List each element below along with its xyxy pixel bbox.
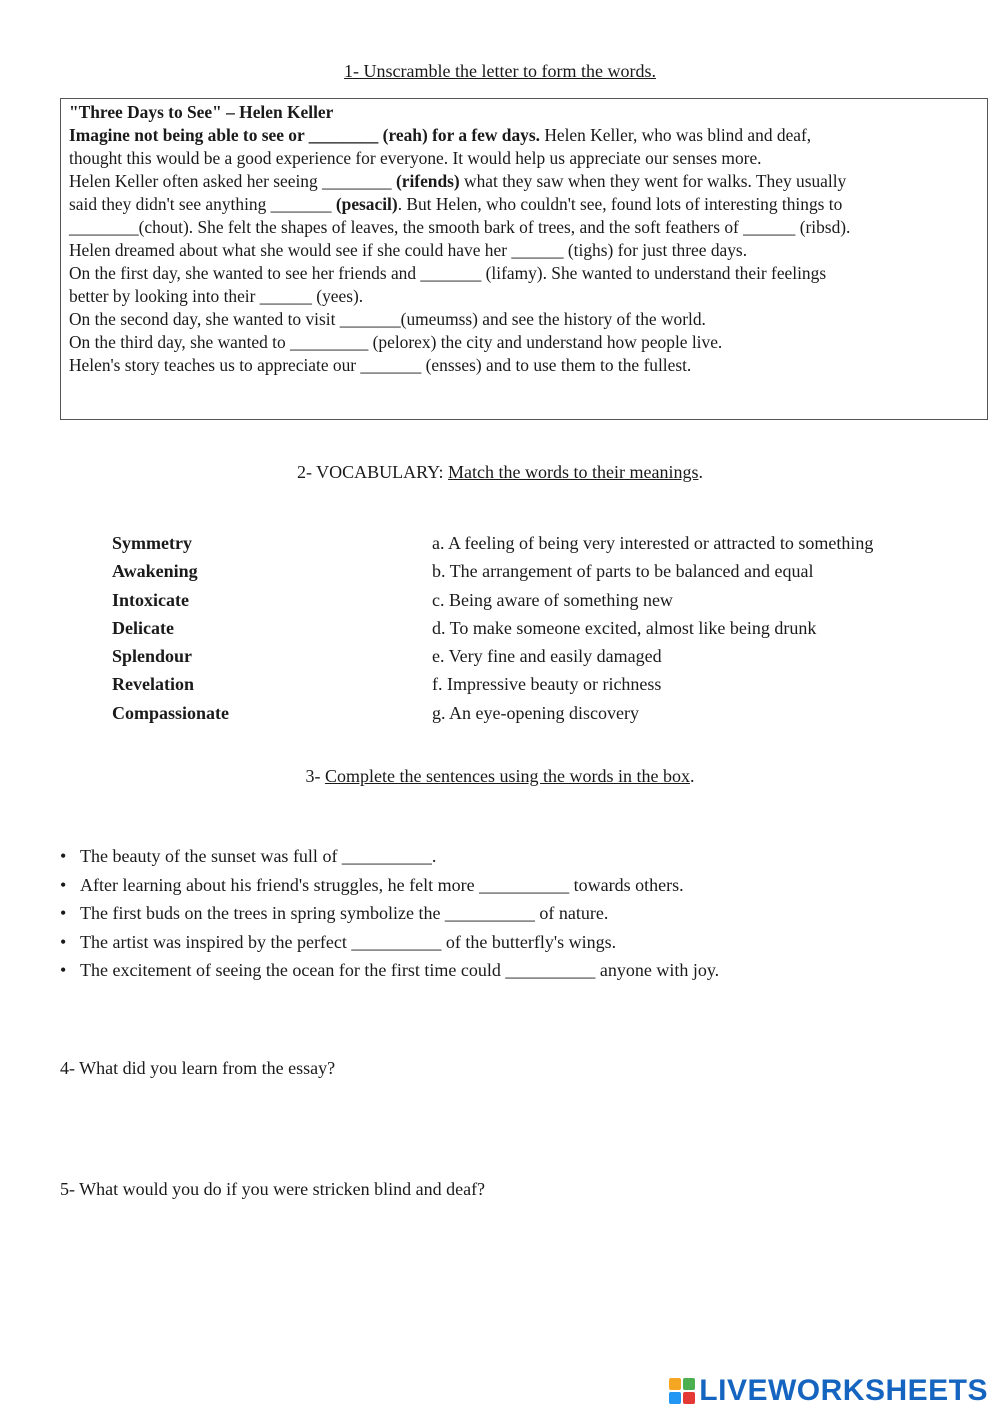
passage-text: . But Helen, who couldn't see, found lots of interesting things to	[397, 194, 843, 214]
passage-text: Helen Keller often asked her seeing ________	[69, 171, 396, 191]
passage-text: thought this would be a good experience for everyone. It would help us appreciate our senses more.	[69, 148, 762, 168]
section3-heading	[0, 766, 1000, 787]
sentence-item: • After learning about his friend's struggles, he felt more __________ towards others.	[60, 871, 980, 900]
passage-text: Helen's story teaches us to appreciate our _______ (ensses) and to use them to the fullest.	[69, 355, 692, 375]
section2-heading	[0, 462, 1000, 483]
passage-line	[69, 170, 979, 193]
vocab-word: Delicate	[112, 617, 174, 638]
passage-line	[69, 331, 979, 354]
passage-text: better by looking into their ______ (yees).	[69, 286, 364, 306]
passage-text: On the second day, she wanted to visit _______(umeumss) and see the history of the world.	[69, 309, 706, 329]
sentence-list	[60, 842, 980, 985]
vocab-meaning: f. Impressive beauty or richness	[432, 674, 662, 695]
vocab-word: Splendour	[112, 646, 193, 667]
passage-line	[69, 285, 979, 308]
vocab-word: Compassionate	[112, 702, 230, 723]
passage-line	[69, 216, 979, 239]
passage-text: Helen dreamed about what she would see if she could have her ______ (tighs) for just three days.	[69, 240, 748, 260]
passage-text: ________(chout). She felt the shapes of leaves, the smooth bark of trees, and the soft feathers of ______ (ribsd).	[69, 217, 851, 237]
passage-line	[69, 239, 979, 262]
passage-text: On the first day, she wanted to see her friends and _______ (lifamy). She wanted to understand their feelings	[69, 263, 827, 283]
passage-title: "Three Days to See" – Helen Keller	[69, 102, 334, 122]
logo-tile	[683, 1378, 695, 1390]
question-4: 4- What did you learn from the essay?	[60, 1058, 336, 1078]
passage-line	[69, 354, 979, 377]
section2-heading-suffix: .	[698, 462, 703, 482]
sentence-item: • The artist was inspired by the perfect __________ of the butterfly's wings.	[60, 928, 980, 957]
passage-text: (rifends)	[395, 171, 460, 191]
vocab-word: Symmetry	[112, 533, 192, 553]
logo-text: LIVEWORKSHEETS	[699, 1374, 988, 1407]
section1-heading: 1- Unscramble the letter to form the words.	[344, 61, 656, 81]
vocab-word: Revelation	[112, 674, 194, 695]
section2-heading-instruction: Match the words to their meanings	[448, 462, 699, 482]
passage-line	[69, 193, 979, 216]
section2-heading-prefix: 2- VOCABULARY:	[297, 462, 449, 482]
passage-text: Helen Keller, who was blind and deaf,	[539, 125, 812, 145]
vocab-meaning: a. A feeling of being very interested or attracted to something	[432, 533, 874, 553]
passage-box	[60, 98, 988, 420]
passage-line	[69, 124, 979, 147]
section3-heading-prefix: 3-	[305, 766, 326, 786]
passage-line	[69, 147, 979, 170]
passage-text: Imagine not being able to see or ________ (reah) for a few days.	[69, 125, 540, 145]
section3-heading-suffix: .	[689, 766, 695, 786]
liveworksheets-logo	[669, 1376, 988, 1406]
vocab-word: Intoxicate	[112, 589, 189, 610]
question-5: 5- What would you do if you were stricken blind and deaf?	[60, 1179, 486, 1199]
sentence-item: • The excitement of seeing the ocean for the first time could __________ anyone with joy.	[60, 956, 980, 985]
sentence-item: • The first buds on the trees in spring symbolize the __________ of nature.	[60, 899, 980, 928]
passage-line	[69, 308, 979, 331]
logo-tiles-icon	[669, 1378, 695, 1404]
vocab-meaning: d. To make someone excited, almost like being drunk	[432, 617, 817, 638]
logo-tile	[669, 1392, 681, 1404]
logo-tile	[669, 1378, 681, 1390]
vocab-meaning: g. An eye-opening discovery	[432, 702, 639, 723]
section3-heading-instruction: Complete the sentences using the words in the box	[325, 766, 690, 786]
passage-text: what they saw when they went for walks. They usually	[459, 171, 847, 191]
vocab-meaning-list	[432, 529, 873, 727]
passage-text: On the third day, she wanted to _________ (pelorex) the city and understand how people live.	[69, 332, 723, 352]
vocab-meaning: c. Being aware of something new	[432, 589, 673, 610]
vocab-word: Awakening	[112, 561, 198, 582]
vocab-word-list	[112, 529, 229, 727]
sentence-item: • The beauty of the sunset was full of __________.	[60, 842, 980, 871]
vocab-meaning: e. Very fine and easily damaged	[432, 646, 662, 667]
passage-line	[69, 262, 979, 285]
vocab-meaning: b. The arrangement of parts to be balanced and equal	[432, 561, 814, 582]
passage-body	[69, 124, 979, 377]
passage-text: (pesacil)	[335, 194, 398, 214]
logo-tile	[683, 1392, 695, 1404]
passage-text: said they didn't see anything _______	[69, 194, 336, 214]
